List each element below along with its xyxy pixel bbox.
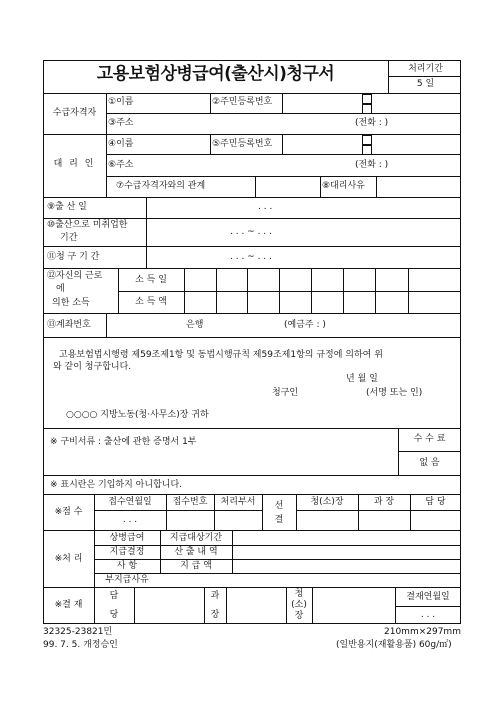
approval-section-chief-2: 장 <box>210 610 220 620</box>
line <box>343 268 344 313</box>
unemployed-period-field[interactable]: . . . ~ . . . <box>230 227 272 237</box>
approval-chief: 청 <box>294 589 304 599</box>
section-chief-header: 과 장 <box>373 497 395 507</box>
line <box>282 93 283 113</box>
income-label: ⑫자신의 근로 <box>47 271 103 281</box>
recipient-rrn-box[interactable] <box>362 103 372 114</box>
line <box>395 606 461 607</box>
agent-phone-label: (전화 : ) <box>355 160 389 170</box>
line <box>94 545 461 546</box>
line <box>296 510 461 511</box>
recipient-address-label: ③주소 <box>108 118 134 128</box>
income-date-label: 소 득 일 <box>135 275 167 285</box>
declaration-date: 년 월 일 <box>346 374 378 384</box>
office-header: 처리부서 <box>220 497 256 507</box>
reception-date-value: . . . <box>122 515 138 525</box>
birth-date-field[interactable]: . . . <box>258 202 273 212</box>
reception-no-header: 접수번호 <box>172 497 208 507</box>
line <box>43 268 461 269</box>
income-amount-label: 소 득 액 <box>135 297 167 307</box>
line <box>43 197 461 198</box>
recipient-rrn-label: ②주민등록번호 <box>212 97 273 107</box>
birth-date-label: ⑨출 산 일 <box>47 202 87 212</box>
line <box>226 587 227 624</box>
reception-date-header: 접수연월일 <box>108 497 152 507</box>
line <box>43 587 461 588</box>
claimant-sign: (서명 또는 인) <box>366 388 423 398</box>
approval-section-label: ※결 재 <box>54 600 83 610</box>
line <box>398 451 461 452</box>
header-mid-line <box>388 76 461 77</box>
fee-value: 없 음 <box>419 458 440 468</box>
unemployed-period-label: ⑩출산으로 미취업한 <box>47 220 128 230</box>
approval-staff-2: 당 <box>109 610 119 620</box>
agent-reason-label: ⑧대리사유 <box>322 181 365 191</box>
recipient-name-label: ①이름 <box>108 97 134 107</box>
line <box>247 268 248 313</box>
agent-relation-label: ⑦수급자격자와의 관계 <box>116 181 206 191</box>
addressee: ○○○○ 지방노동(청·사무소)장 귀하 <box>66 410 209 420</box>
line <box>94 573 461 574</box>
processing-sub-item: 지급대상기간 <box>169 533 223 543</box>
line <box>408 268 409 313</box>
approval-section-chief: 과 <box>210 591 220 601</box>
account-label: ⑬계좌번호 <box>47 320 91 330</box>
line <box>94 559 461 560</box>
line <box>146 197 147 268</box>
line <box>43 337 461 338</box>
agent-address-label: ⑥주소 <box>108 160 134 170</box>
account-bank-label: 은행 <box>186 320 204 330</box>
line <box>255 176 256 197</box>
line <box>94 510 262 511</box>
line <box>376 176 377 197</box>
line <box>106 93 107 197</box>
claim-period-label: ⑪청 구 기 간 <box>47 252 100 262</box>
processing-item: 부지급사유 <box>105 575 149 585</box>
approval-date-label: 결재연월일 <box>406 592 450 602</box>
processing-item: 상병급여 <box>109 533 145 543</box>
account-holder-label: (예금주 : ) <box>284 320 326 330</box>
claimant-label: 청구인 <box>272 388 299 398</box>
line <box>43 475 461 476</box>
line <box>106 113 461 114</box>
claim-period-field[interactable]: . . . ~ . . . <box>230 252 272 262</box>
fee-label: 수 수 료 <box>413 434 446 444</box>
line <box>216 268 217 313</box>
line <box>232 530 233 573</box>
line <box>311 268 312 313</box>
line <box>134 587 135 624</box>
approval-label-2: 결 <box>274 515 284 525</box>
declaration-text: 고용보험법시행령 제59조제1항 및 동법시행규칙 제59조제1항의 규정에 의하여 위 <box>59 350 383 360</box>
line <box>210 134 211 154</box>
agent-name-label: ④이름 <box>108 139 134 149</box>
processing-period-label: 처리기간 <box>408 64 443 74</box>
line <box>279 268 280 313</box>
form-code: 32325-23821민 <box>43 627 113 637</box>
line <box>43 246 461 247</box>
line <box>210 93 211 113</box>
line <box>106 176 461 177</box>
approval-date-value: . . . <box>420 610 436 620</box>
line <box>375 268 376 313</box>
line <box>320 176 321 197</box>
agent-rrn-label: ⑤주민등록번호 <box>212 139 273 149</box>
recipient-section-label: 수급자격자 <box>52 108 97 118</box>
line <box>106 154 461 155</box>
line <box>106 313 107 337</box>
approval-chief-2: (소) <box>291 600 307 610</box>
processing-sub-item: 산 출 내 역 <box>174 547 218 557</box>
line <box>312 587 313 624</box>
processing-sub-item: 지 급 액 <box>180 561 212 571</box>
line <box>43 494 461 495</box>
approval-label-1: 선 <box>274 501 284 511</box>
paper-size: 210mm×297mm <box>384 627 461 637</box>
agent-rrn-box[interactable] <box>362 144 372 155</box>
chief-header: 청(소)장 <box>310 497 344 507</box>
reception-label: ※점 수 <box>54 507 83 517</box>
form-title: 고용보험상병급여(출산시)청구서 <box>96 64 335 84</box>
line <box>184 268 185 313</box>
line <box>282 134 283 154</box>
recipient-phone-label: (전화 : ) <box>355 118 389 128</box>
staff-header: 담 당 <box>425 497 446 507</box>
processing-item: 사 항 <box>116 561 138 571</box>
agent-section-label: 대 리 인 <box>53 159 96 169</box>
office-use-note: ※ 표시란은 기입하지 아니합니다. <box>50 480 183 490</box>
income-label-2: 에 <box>56 284 65 294</box>
declaration-text-2: 와 같이 청구합니다. <box>53 362 132 372</box>
line <box>43 530 461 531</box>
approval-staff: 담 <box>109 591 119 601</box>
processing-period-value: 5 일 <box>416 79 435 89</box>
approval-revision: 99. 7. 5. 개정승인 <box>43 640 118 650</box>
required-documents: ※ 구비서류 : 출산에 관한 증명서 1부 <box>50 437 197 447</box>
unemployed-period-label-2: 기간 <box>60 233 78 243</box>
processing-label: ※처 리 <box>54 554 83 564</box>
paper-type: (일반용지(재활용품) 60g/㎡) <box>336 640 452 650</box>
approval-chief-3: 장 <box>294 611 304 621</box>
processing-item: 지급결정 <box>109 547 145 557</box>
line <box>43 218 461 219</box>
line <box>118 291 461 292</box>
income-label-3: 의한 소득 <box>52 298 90 308</box>
